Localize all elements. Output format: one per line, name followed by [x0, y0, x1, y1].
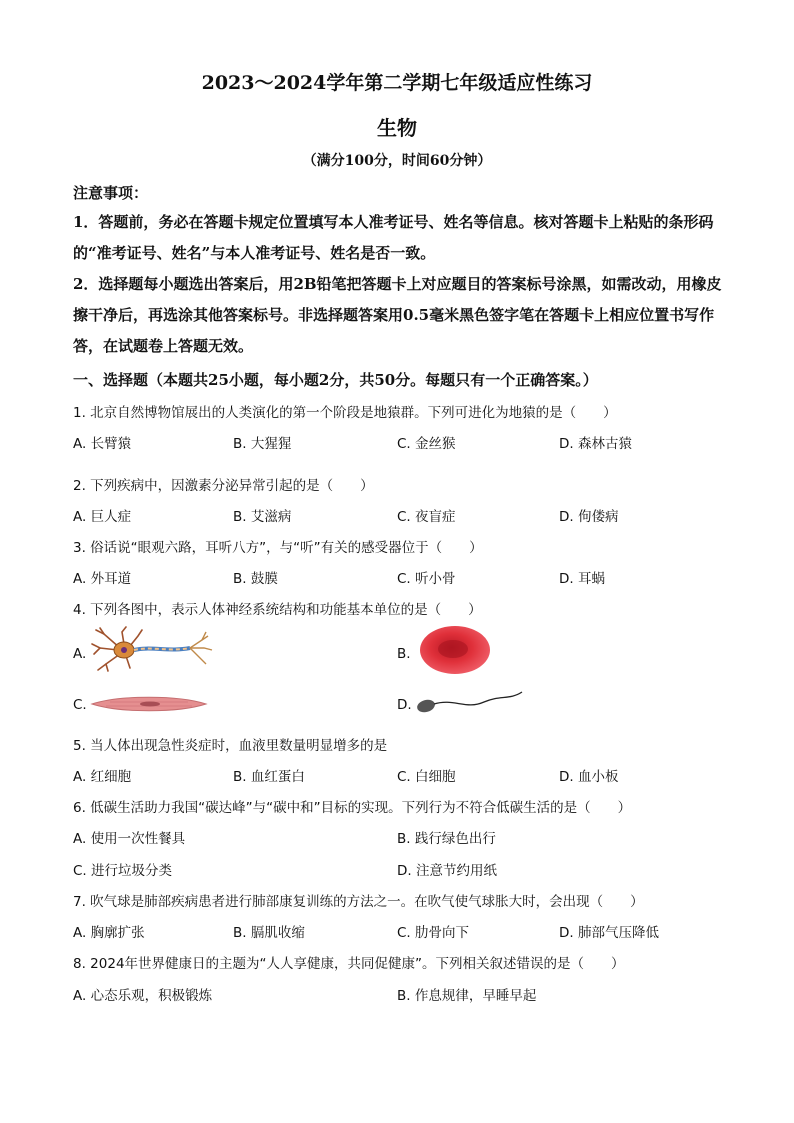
- q1-option-d: D. 森林古猿: [559, 436, 632, 452]
- q8-option-a: A. 心态乐观，积极锻炼: [73, 988, 213, 1004]
- notice-item-1: 1．答题前，务必在答题卡规定位置填写本人准考证号、姓名等信息。核对答题卡上粘贴的条形码的“准考证号、姓名”与本人准考证号、姓名是否一致。: [73, 213, 714, 262]
- q3-option-d: D. 耳蜗: [559, 571, 605, 587]
- q3-option-b: B. 鼓膜: [233, 571, 278, 587]
- question-5: 5. 当人体出现急性炎症时，血液里数量明显增多的是: [73, 738, 388, 754]
- notice-heading: 注意事项：: [73, 184, 149, 202]
- subject-title: 生物: [377, 116, 417, 140]
- q5-option-a: A. 红细胞: [73, 769, 132, 785]
- exam-title: 2023～2024学年第二学期七年级适应性练习: [201, 72, 593, 94]
- q2-option-a: A. 巨人症: [73, 509, 132, 525]
- q6-option-a: A. 使用一次性餐具: [73, 831, 186, 847]
- q5-option-d: D. 血小板: [559, 769, 619, 785]
- question-1: 1. 北京自然博物馆展出的人类演化的第一个阶段是地猿群。下列可进化为地猿的是（ ）: [73, 405, 617, 421]
- q6-option-d: D. 注意节约用纸: [397, 863, 497, 879]
- q2-option-b: B. 艾滋病: [233, 509, 292, 525]
- neuron-image: [90, 626, 214, 672]
- q6-option-b: B. 践行绿色出行: [397, 831, 496, 847]
- q4-option-c: C.: [73, 697, 87, 713]
- question-4: 4. 下列各图中，表示人体神经系统结构和功能基本单位的是（ ）: [73, 602, 482, 618]
- question-6: 6. 低碳生活助力我国“碳达峰”与“碳中和”目标的实现。下列行为不符合低碳生活的是（ ）: [73, 800, 632, 816]
- question-7: 7. 吹气球是肺部疾病患者进行肺部康复训练的方法之一。在吹气使气球胀大时，会出现（ ）: [73, 894, 644, 910]
- q4-option-d: D.: [397, 697, 412, 713]
- red-blood-cell-image: [418, 624, 492, 676]
- muscle-cell-image: [90, 694, 208, 714]
- q1-option-c: C. 金丝猴: [397, 436, 456, 452]
- question-8: 8. 2024年世界健康日的主题为“人人享健康，共同促健康”。下列相关叙述错误的是（ ）: [73, 956, 625, 972]
- q1-option-b: B. 大猩猩: [233, 436, 292, 452]
- q7-option-b: B. 膈肌收缩: [233, 925, 305, 941]
- q7-option-c: C. 肋骨向下: [397, 925, 470, 941]
- notice-item-2: 2．选择题每小题选出答案后，用2B铅笔把答题卡上对应题目的答案标号涂黑，如需改动，用橡皮擦干净后，再选涂其他答案标号。非选择题答案用0.5毫米黑色签字笔在答题卡上相应位置书写作答，在试题卷上答题无效。: [73, 275, 722, 355]
- q4-option-a: A.: [73, 646, 87, 662]
- q3-option-a: A. 外耳道: [73, 571, 132, 587]
- q7-option-d: D. 肺部气压降低: [559, 925, 659, 941]
- q4-option-b: B.: [397, 646, 411, 662]
- q3-option-c: C. 听小骨: [397, 571, 456, 587]
- q7-option-a: A. 胸廓扩张: [73, 925, 145, 941]
- section-heading: 一、选择题（本题共25小题，每小题2分，共50分。每题只有一个正确答案。）: [73, 371, 598, 389]
- q1-option-a: A. 长臂猿: [73, 436, 132, 452]
- q6-option-c: C. 进行垃圾分类: [73, 863, 173, 879]
- question-3: 3. 俗话说“眼观六路，耳听八方”，与“听”有关的感受器位于（ ）: [73, 540, 483, 556]
- q5-option-c: C. 白细胞: [397, 769, 456, 785]
- q2-option-d: D. 佝偻病: [559, 509, 619, 525]
- score-time-note: （满分100分，时间60分钟）: [302, 153, 492, 169]
- question-2: 2. 下列疾病中，因激素分泌异常引起的是（ ）: [73, 478, 374, 494]
- q5-option-b: B. 血红蛋白: [233, 769, 305, 785]
- q2-option-c: C. 夜盲症: [397, 509, 456, 525]
- q8-option-b: B. 作息规律，早睡早起: [397, 988, 537, 1004]
- sperm-cell-image: [414, 688, 524, 718]
